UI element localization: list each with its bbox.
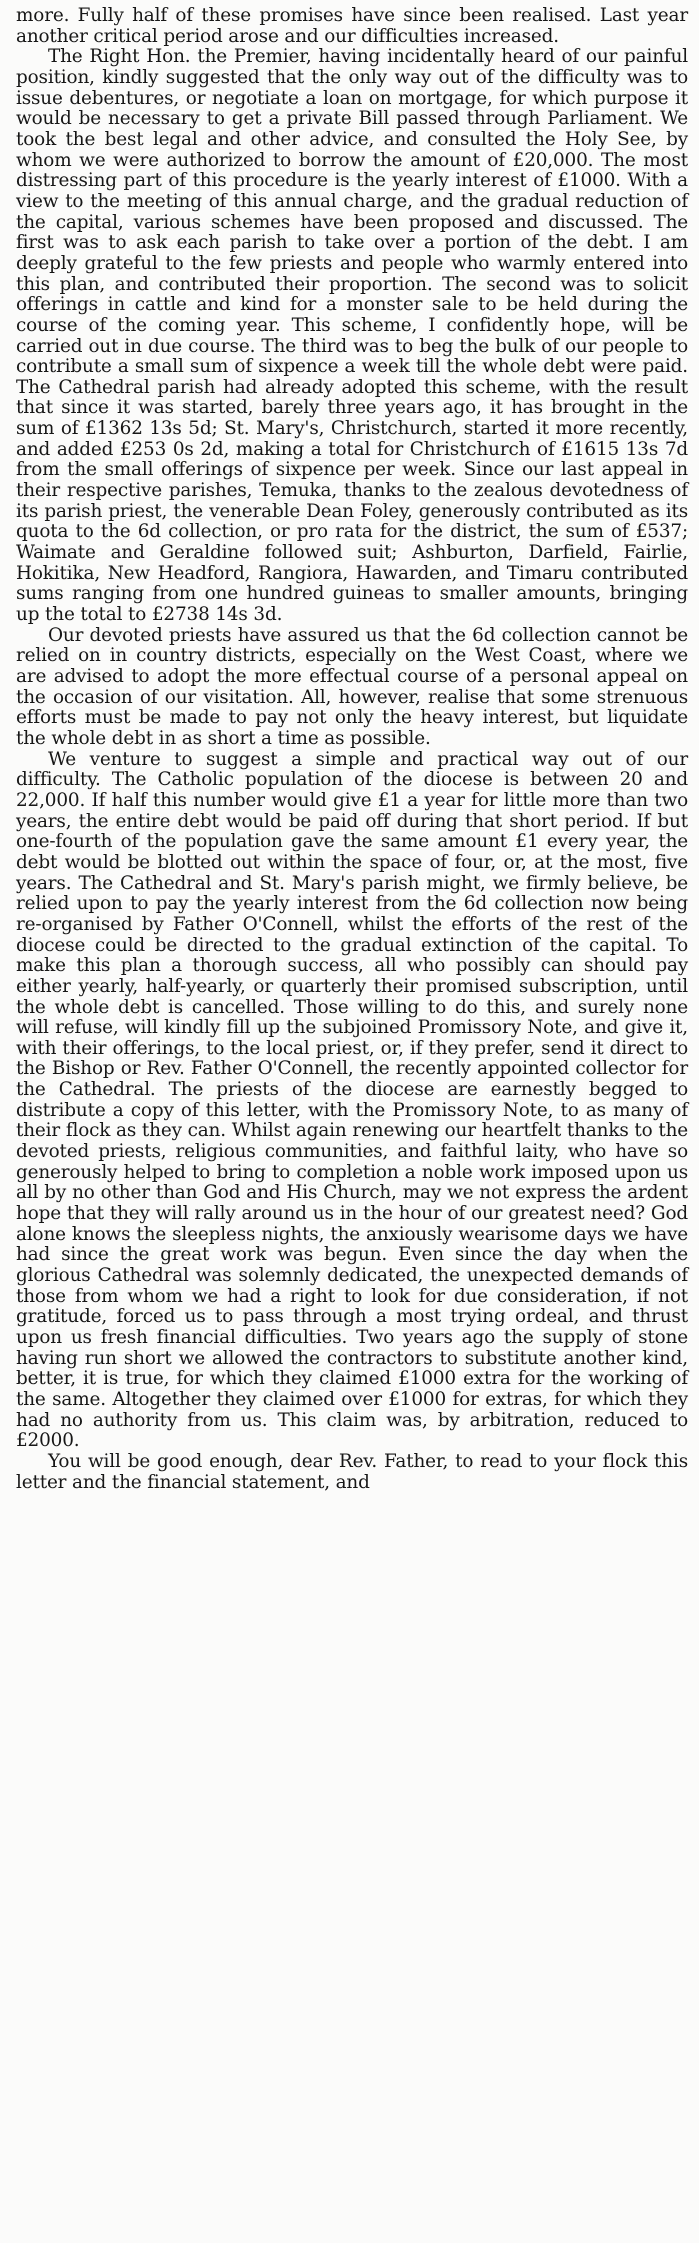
article-paragraph: The Right Hon. the Premier, having incidentally heard of our painful position, kindly suggested that the only way out of the difficulty was to issue debentures, or negotiate a loan on mortgage, for which purpose it would be necessary to get a private Bill passed through Parliament. We took the best legal and other advice, and consulted the Holy See, by whom we were authorized to borrow the amount of £20,000. The most distressing part of this procedure is the yearly interest of £1000. With a view to the meeting of this annual charge, and the gradual reduction of the capital, various schemes have been proposed and discussed. The first was to ask each parish to take over a portion of the debt. I am deeply grateful to the few priests and people who warmly entered into this plan, and contributed their proportion. The second was to solicit offerings in cattle and kind for a monster sale to be held during the course of the coming year. This scheme, I confidently hope, will be carried out in due course. The third was to beg the bulk of our people to contribute a small sum of sixpence a week till the whole debt were paid. The Cathedral parish had already adopted this scheme, with the result that since it was started, barely three years ago, it has brought in the sum of £1362 13s 5d; St. Mary's, Christchurch, started it more recently, and added £253 0s 2d, making a total for Christchurch of £1615 13s 7d from the small offerings of sixpence per week. Since our last appeal in their respective parishes, Temuka, thanks to the zealous devotedness of its parish priest, the venerable Dean Foley, generously contributed as its quota to the 6d collection, or pro rata for the district, the sum of £537; Waimate and Geraldine followed suit; Ashburton, Darfield, Fairlie, Hokitika, New Headford, Rangiora, Hawarden, and Timaru contributed sums ranging from one hundred guineas to smaller amounts, bringing up the total to £2738 14s 3d. — [16, 46, 688, 626]
article-paragraph: more. Fully half of these promises have since been realised. Last year another critical period arose and our difficulties increased. — [16, 5, 688, 47]
article-column — [16, 6, 688, 1493]
article-paragraph: You will be good enough, dear Rev. Father, to read to your flock this letter and the financial statement, and — [16, 1450, 688, 1493]
article-paragraph: We venture to suggest a simple and practical way out of our difficulty. The Catholic population of the diocese is between 20 and 22,000. If half this number would give £1 a year for little more than two years, the entire debt would be paid off during that short period. If but one-fourth of the population gave the same amount £1 every year, the debt would be blotted out within the space of four, or, at the most, five years. The Cathedral and St. Mary's parish might, we firmly believe, be relied upon to pay the yearly interest from the 6d collection now being re-organised by Father O'Connell, whilst the efforts of the rest of the diocese could be directed to the gradual extinction of the capital. To make this plan a thorough success, all who possibly can should pay either yearly, half-yearly, or quarterly their promised subscription, until the whole debt is cancelled. Those willing to do this, and surely none will refuse, will kindly fill up the subjoined Promissory Note, and give it, with their offerings, to the local priest, or, if they prefer, send it direct to the Bishop or Rev. Father O'Connell, the recently appointed collector for the Cathedral. The priests of the diocese are earnestly begged to distribute a copy of this letter, with the Promissory Note, to as many of their flock as they can. Whilst again renewing our heartfelt thanks to the devoted priests, religious communities, and faithful laity, who have so generously helped to bring to completion a noble work imposed upon us all by no other than God and His Church, may we not express the ardent hope that they will rally around us in the hour of our greatest need? God alone knows the sleepless nights, the anxiously wearisome days we have had since the great work was begun. Even since the day when the glorious Cathedral was solemnly dedicated, the unexpected demands of those from whom we had a right to look for due consideration, if not gratitude, forced us to pass through a most trying ordeal, and thrust upon us fresh financial difficulties. Two years ago the supply of stone having run short we allowed the contractors to substitute another kind, better, it is true, for which they claimed £1000 extra for the working of the same. Altogether they claimed over £1000 for extras, for which they had no authority from us. This claim was, by arbitration, reduced to £2000. — [16, 748, 688, 1452]
article-paragraph: Our devoted priests have assured us that the 6d collection cannot be relied on in country districts, especially on the West Coast, where we are advised to adopt the more effectual course of a personal appeal on the occasion of our visitation. All, however, realise that some strenuous efforts must be made to pay not only the heavy interest, but liquidate the whole debt in as short a time as possible. — [16, 624, 688, 749]
